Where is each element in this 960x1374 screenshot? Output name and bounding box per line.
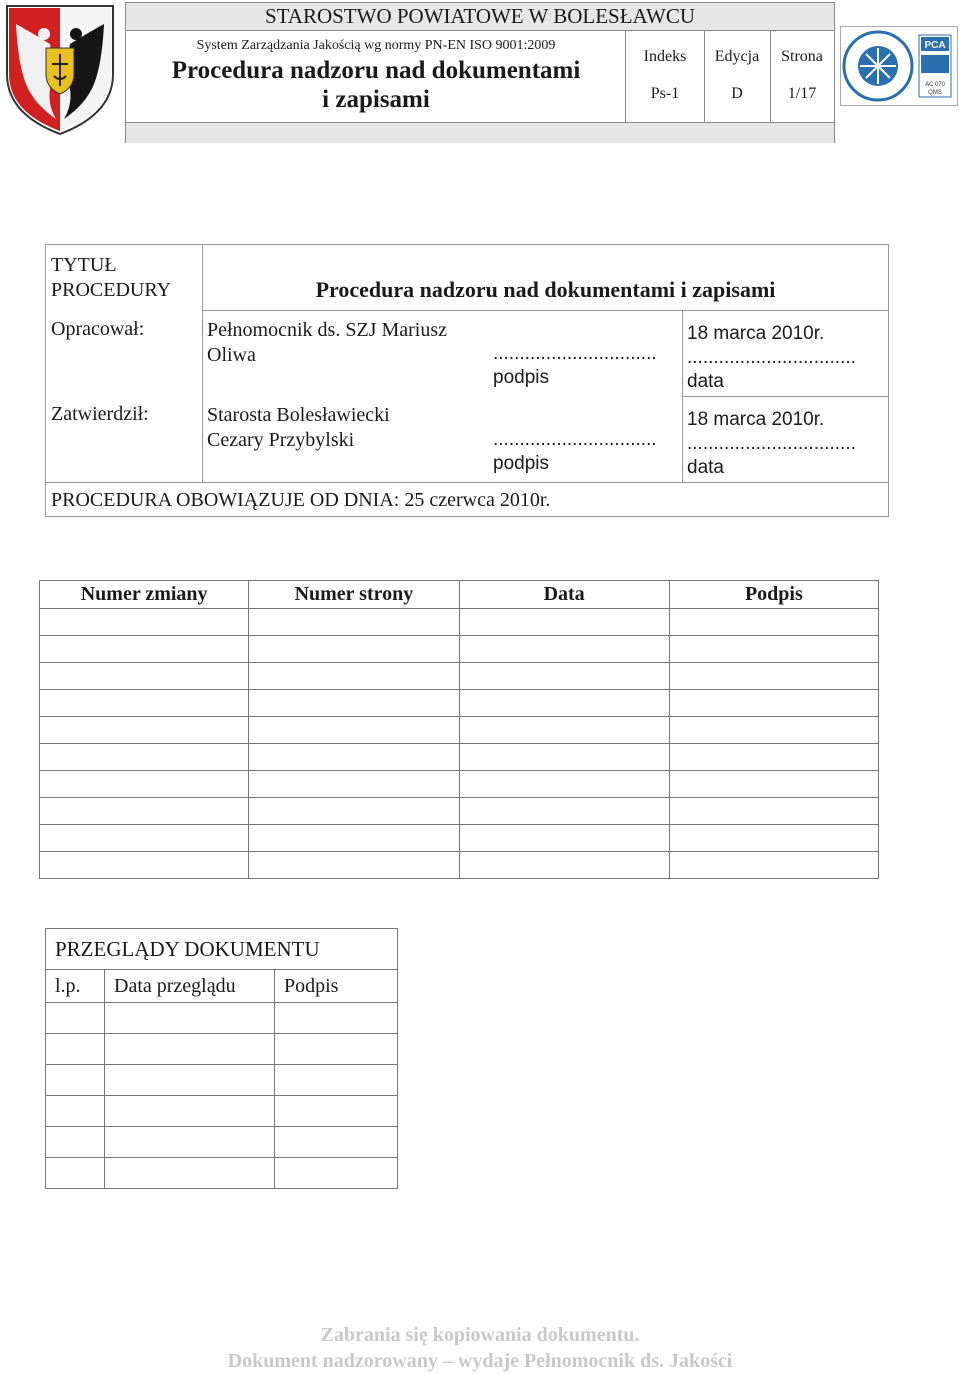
approved-date (687, 408, 856, 480)
table-cell (40, 690, 249, 717)
quality-system-line: System Zarządzania Jakością wg normy PN-EN ISO 9001:2009 (196, 38, 556, 53)
table-cell (40, 717, 249, 744)
col-signature: Podpis (669, 581, 878, 609)
header-bottom-bar (126, 122, 834, 143)
table-cell (669, 636, 878, 663)
title-label (51, 253, 171, 303)
table-cell (105, 1065, 275, 1096)
approved-label: Zatwierdził: (51, 403, 149, 425)
table-cell (275, 1065, 398, 1096)
ac-text: AC 070 (924, 82, 946, 88)
table-cell (249, 690, 459, 717)
table-cell (46, 1127, 105, 1158)
date-label: data (687, 457, 724, 478)
date-label: data (687, 371, 724, 392)
table-cell (275, 1003, 398, 1034)
table-cell (105, 1096, 275, 1127)
table-row (46, 1003, 398, 1034)
approved-by (207, 403, 390, 453)
pca-text: PCA (924, 40, 946, 51)
title-label-line1: TYTUŁ (51, 254, 117, 276)
date-dots: ................................ (687, 433, 856, 454)
signature-dots: ............................... (493, 429, 657, 450)
table-cell (249, 771, 459, 798)
page-header: Strona (781, 48, 823, 65)
table-cell (46, 1096, 105, 1127)
reviews-body (46, 1003, 398, 1189)
changes-table (39, 580, 879, 879)
prepared-by (207, 318, 447, 368)
table-row (40, 825, 879, 852)
table-cell (459, 825, 669, 852)
table-cell (249, 825, 459, 852)
reviews-header-row (46, 970, 398, 1003)
col-review-date: Data przeglądu (105, 970, 275, 1003)
approved-by-line1: Starosta Bolesławiecki (207, 404, 390, 426)
col-change-number: Numer zmiany (40, 581, 249, 609)
prepared-signature (493, 342, 657, 390)
table-cell (40, 771, 249, 798)
table-cell (459, 852, 669, 879)
table-cell (46, 1158, 105, 1189)
grid-divider (770, 30, 771, 122)
table-cell (249, 717, 459, 744)
table-cell (275, 1096, 398, 1127)
table-cell (46, 1003, 105, 1034)
table-cell (105, 1003, 275, 1034)
table-cell (669, 690, 878, 717)
table-cell (46, 1065, 105, 1096)
header-meta-grid (626, 30, 834, 122)
prepared-by-line1: Pełnomocnik ds. SZJ Mariusz (207, 319, 447, 341)
table-cell (40, 636, 249, 663)
title-label-line2: PROCEDURY (51, 279, 172, 301)
table-row (46, 1158, 398, 1189)
date-value: 18 marca 2010r. (687, 409, 825, 430)
table-cell (275, 1158, 398, 1189)
table-row (40, 717, 879, 744)
reviews-title-row (46, 929, 398, 970)
col-date: Data (459, 581, 669, 609)
document-header (125, 2, 835, 143)
page-value: 1/17 (787, 85, 817, 102)
changes-body (40, 609, 879, 879)
table-row (40, 852, 879, 879)
table-row (46, 1127, 398, 1158)
prepared-label: Opracował: (51, 318, 145, 340)
table-cell (249, 744, 459, 771)
table-row (40, 798, 879, 825)
reviews-table (45, 928, 398, 1189)
table-cell (459, 690, 669, 717)
approved-signature (493, 428, 657, 476)
grid-divider (704, 30, 705, 122)
table-cell (669, 744, 878, 771)
table-cell (46, 1034, 105, 1065)
signature-label: podpis (493, 367, 549, 388)
reviews-title: PRZEGLĄDY DOKUMENTU (46, 929, 398, 970)
table-cell (459, 609, 669, 636)
table-cell (459, 717, 669, 744)
table-cell (249, 636, 459, 663)
edition-header: Edycja (714, 48, 760, 65)
table-row (40, 771, 879, 798)
approved-by-line2: Cezary Przybylski (207, 429, 355, 451)
procedure-title-line1: Procedura nadzoru nad dokumentami (171, 57, 581, 84)
index-value: Ps-1 (650, 85, 680, 102)
table-cell (40, 744, 249, 771)
col-review-signature: Podpis (275, 970, 398, 1003)
table-cell (40, 852, 249, 879)
table-cell (669, 717, 878, 744)
table-cell (249, 609, 459, 636)
effective-date: PROCEDURA OBOWIĄZUJE OD DNIA: 25 czerwca 2010r. (51, 489, 551, 511)
table-cell (40, 609, 249, 636)
office-name: STAROSTWO POWIATOWE W BOLESŁAWCU (126, 3, 834, 31)
date-dots: ................................ (687, 347, 856, 368)
table-cell (105, 1034, 275, 1065)
table-cell (105, 1127, 275, 1158)
procedure-title (126, 56, 626, 114)
table-cell (669, 771, 878, 798)
certification-logos (840, 26, 958, 106)
table-row (40, 690, 879, 717)
footer-line1: Zabrania się kopiowania dokumentu. (320, 1324, 640, 1346)
table-cell (249, 798, 459, 825)
coat-of-arms-logo (4, 4, 116, 136)
table-cell (105, 1158, 275, 1189)
signature-dots: ............................... (493, 343, 657, 364)
table-cell (459, 636, 669, 663)
table-row (46, 1065, 398, 1096)
edition-value: D (731, 85, 743, 102)
table-cell (40, 798, 249, 825)
signature-label: podpis (493, 453, 549, 474)
col-page-number: Numer strony (249, 581, 459, 609)
prepared-by-line2: Oliwa (207, 344, 256, 366)
table-cell (459, 744, 669, 771)
table-cell (669, 798, 878, 825)
table-row (40, 663, 879, 690)
table-row (40, 636, 879, 663)
header-title-cell (126, 30, 626, 122)
table-cell (459, 771, 669, 798)
changes-header-row (40, 581, 879, 609)
date-value: 18 marca 2010r. (687, 323, 825, 344)
table-cell (275, 1034, 398, 1065)
divider (682, 396, 888, 397)
table-cell (669, 609, 878, 636)
procedure-title-line2: i zapisami (322, 86, 430, 113)
table-cell (669, 663, 878, 690)
footer (0, 1322, 960, 1374)
table-cell (40, 663, 249, 690)
table-cell (669, 852, 878, 879)
col-lp: l.p. (46, 970, 105, 1003)
prepared-date (687, 322, 856, 394)
procedure-info-box (45, 244, 889, 517)
index-header: Indeks (643, 48, 687, 65)
table-cell (459, 663, 669, 690)
table-row (46, 1096, 398, 1127)
table-cell (275, 1127, 398, 1158)
table-row (40, 744, 879, 771)
table-cell (459, 798, 669, 825)
table-row (40, 609, 879, 636)
table-cell (249, 663, 459, 690)
table-cell (669, 825, 878, 852)
divider (46, 482, 888, 483)
footer-line2: Dokument nadzorowany – wydaje Pełnomocnik ds. Jakości (227, 1350, 733, 1372)
table-row (46, 1034, 398, 1065)
procedure-title-value: Procedura nadzoru nad dokumentami i zapisami (315, 277, 776, 302)
qms-text: QMS (928, 90, 942, 96)
table-cell (249, 852, 459, 879)
divider (202, 310, 888, 311)
table-cell (40, 825, 249, 852)
